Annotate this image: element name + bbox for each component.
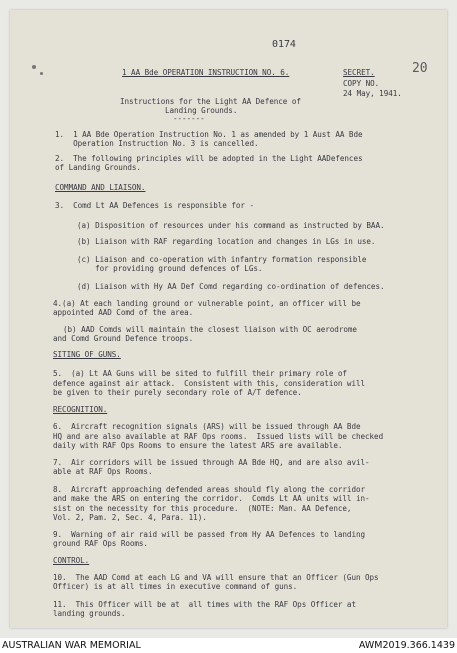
section-heading-command: COMMAND AND LIAISON. (55, 183, 146, 192)
para-11-line-1: 11. This Officer will be at all times with the RAF Ops Officer at (53, 600, 356, 609)
para-5-line-3: be given to their purely secondary role of A/T defence. (53, 388, 302, 397)
copy-number: 20 (412, 61, 428, 76)
para-6-line-3: daily with RAF Ops Rooms to ensure the latest ARS are available. (53, 441, 343, 450)
document-title: 1 AA Bde OPERATION INSTRUCTION NO. 6. (122, 68, 290, 77)
para-8-line-4: Vol. 2, Pam. 2, Sec. 4, Para. 11). (53, 513, 207, 522)
para-3d: (d) Liaison with Hy AA Def Comd regarding co-ordination of defences. (77, 282, 385, 291)
section-heading-siting: SITING OF GUNS. (53, 350, 121, 359)
secret-mark: SECRET. (343, 68, 375, 77)
heading-rule: ------- (173, 114, 205, 123)
para-3c-line-1: (c) Liaison and co-operation with infantry formation responsible (77, 255, 367, 264)
section-heading-recognition: RECOGNITION. (53, 405, 108, 414)
para-1-line-1: 1. 1 AA Bde Operation Instruction No. 1 as amended by 1 Aust AA Bde (55, 130, 363, 139)
para-3c-line-2: for providing ground defences of LGs. (77, 264, 263, 273)
para-9-line-2: ground RAF Ops Rooms. (53, 539, 148, 548)
para-9-line-1: 9. Warning of air raid will be passed from Hy AA Defences to landing (53, 530, 366, 539)
para-3: 3. Comd Lt AA Defences is responsible for - (55, 201, 254, 210)
para-3b: (b) Liaison with RAF regarding location and changes in LGs in use. (77, 237, 376, 246)
footer-accession-number: AWM2019.366.1439 (358, 640, 455, 651)
para-4a-line-2: appointed AAD Comd of the area. (53, 308, 194, 317)
para-3a: (a) Disposition of resources under his command as instructed by BAA. (77, 221, 385, 230)
para-1-line-2: Operation Instruction No. 3 is cancelled. (55, 139, 259, 148)
para-4a-line-1: 4.(a) At each landing ground or vulnerable point, an officer will be (53, 299, 361, 308)
section-heading-control: CONTROL. (53, 556, 90, 565)
para-2-line-1: 2. The following principles will be adopted in the Light AADefences (55, 154, 363, 163)
para-4b-line-2: and Comd Ground Defence troops. (53, 334, 194, 343)
footer-bar (0, 638, 457, 653)
para-5-line-1: 5. (a) Lt AA Guns will be sited to fulfill their primary role of (53, 369, 347, 378)
para-2-line-2: of Landing Grounds. (55, 163, 141, 172)
copy-label: COPY NO. (343, 79, 380, 88)
para-6-line-1: 6. Aircraft recognition signals (ARS) will be issued through AA Bde (53, 422, 361, 431)
document-date: 24 May, 1941. (343, 89, 402, 98)
heading-line-1: Instructions for the Light AA Defence of (120, 97, 301, 106)
para-7-line-1: 7. Air corridors will be issued through AA Bde HQ, and are also avil- (53, 458, 370, 467)
para-6-line-2: HQ and are also available at RAF Ops rooms. Issued lists will be checked (53, 432, 384, 441)
page-number: 0174 (272, 39, 296, 50)
punch-hole-mark (32, 65, 36, 69)
heading-line-2: Landing Grounds. (165, 106, 238, 115)
para-7-line-2: able at RAF Ops Rooms. (53, 467, 153, 476)
para-5-line-2: defence against air attack. Consistent with this, consideration will (53, 379, 366, 388)
punch-hole-mark (40, 72, 43, 75)
para-10-line-2: Officer) is at all times in executive command of guns. (53, 582, 298, 591)
footer-source-label: AUSTRALIAN WAR MEMORIAL (2, 640, 141, 651)
para-8-line-1: 8. Aircraft approaching defended areas should fly along the corridor (53, 485, 366, 494)
para-8-line-3: sist on the necessity for this procedure. (NOTE: Man. AA Defence, (53, 504, 352, 513)
para-10-line-1: 10. The AAD Comd at each LG and VA will ensure that an Officer (Gun Ops (53, 573, 379, 582)
para-4b-line-1: (b) AAD Comds will maintain the closest liaison with OC aerodrome (63, 325, 357, 334)
para-11-line-2: landing grounds. (53, 609, 126, 618)
para-8-line-2: and make the ARS on entering the corridor. Comds Lt AA units will in- (53, 494, 370, 503)
